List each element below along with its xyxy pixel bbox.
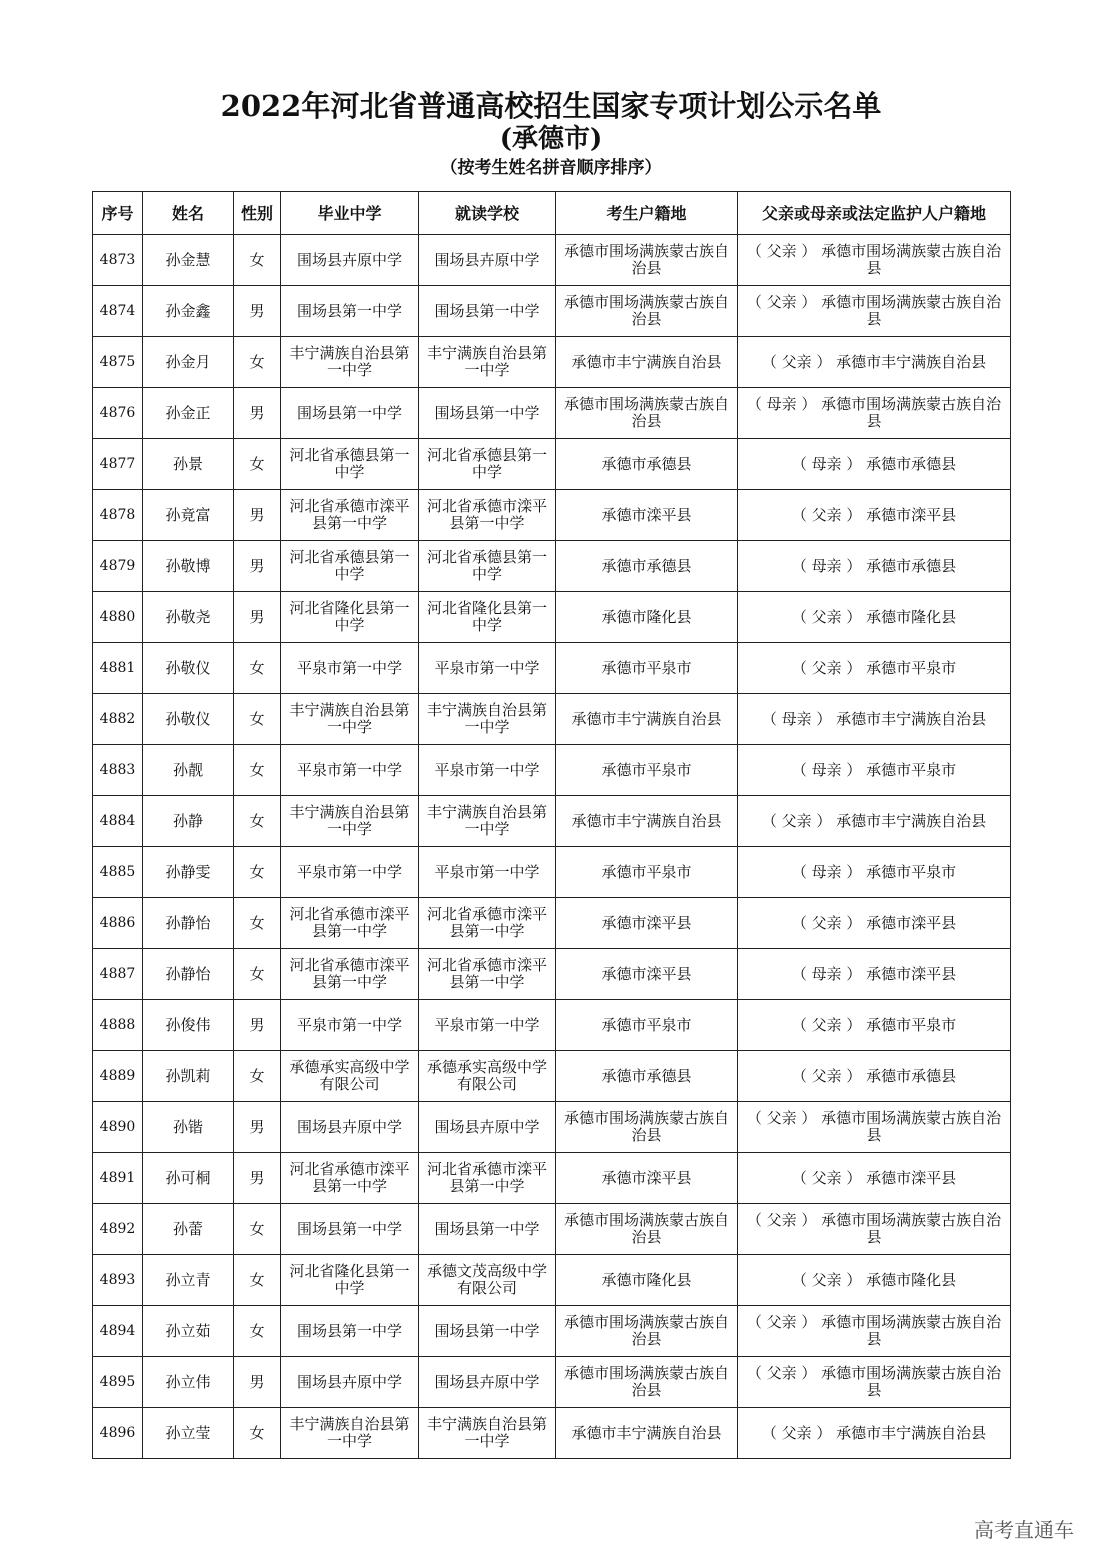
table-row [93, 1204, 1011, 1255]
table-row [93, 949, 1011, 1000]
table-body [93, 235, 1011, 1459]
table-row [93, 1306, 1011, 1357]
cell-guardian-residence: （ 父亲 ） 承德市平泉市 [738, 643, 1011, 694]
cell-graduation-school: 丰宁满族自治县第一中学 [281, 796, 419, 847]
cell-graduation-school: 围场县卉原中学 [281, 235, 419, 286]
cell-seq: 4876 [93, 388, 143, 439]
cell-seq: 4883 [93, 745, 143, 796]
cell-graduation-school: 围场县第一中学 [281, 1204, 419, 1255]
cell-name: 孙蕾 [143, 1204, 234, 1255]
cell-graduation-school: 河北省承德市滦平县第一中学 [281, 490, 419, 541]
cell-name: 孙敬尧 [143, 592, 234, 643]
cell-current-school: 平泉市第一中学 [419, 847, 556, 898]
cell-guardian-residence: （ 父亲 ） 承德市滦平县 [738, 898, 1011, 949]
cell-current-school: 围场县第一中学 [419, 388, 556, 439]
cell-graduation-school: 平泉市第一中学 [281, 745, 419, 796]
cell-graduation-school: 围场县卉原中学 [281, 1357, 419, 1408]
cell-seq: 4874 [93, 286, 143, 337]
page-title: 2022年河北省普通高校招生国家专项计划公示名单 [220, 89, 882, 123]
cell-student-residence: 承德市丰宁满族自治县 [556, 337, 738, 388]
table-row [93, 388, 1011, 439]
cell-current-school: 河北省承德县第一中学 [419, 439, 556, 490]
cell-gender: 男 [234, 1102, 281, 1153]
cell-seq: 4873 [93, 235, 143, 286]
cell-graduation-school: 河北省隆化县第一中学 [281, 592, 419, 643]
cell-graduation-school: 围场县第一中学 [281, 388, 419, 439]
cell-seq: 4896 [93, 1408, 143, 1459]
cell-gender: 女 [234, 847, 281, 898]
cell-current-school: 围场县卉原中学 [419, 1102, 556, 1153]
cell-current-school: 承德承实高级中学有限公司 [419, 1051, 556, 1102]
cell-name: 孙金正 [143, 388, 234, 439]
table-header [93, 192, 1011, 235]
cell-name: 孙立茹 [143, 1306, 234, 1357]
cell-current-school: 围场县卉原中学 [419, 1357, 556, 1408]
cell-graduation-school: 承德承实高级中学有限公司 [281, 1051, 419, 1102]
cell-seq: 4884 [93, 796, 143, 847]
table-row [93, 286, 1011, 337]
cell-graduation-school: 河北省承德县第一中学 [281, 439, 419, 490]
cell-name: 孙立青 [143, 1255, 234, 1306]
header-student-residence: 考生户籍地 [556, 192, 738, 235]
cell-student-residence: 承德市平泉市 [556, 847, 738, 898]
header-guardian-residence: 父亲或母亲或法定监护人户籍地 [738, 192, 1011, 235]
watermark: 高考直通车 [974, 1518, 1074, 1542]
cell-guardian-residence: （ 父亲 ） 承德市隆化县 [738, 592, 1011, 643]
table-row [93, 1153, 1011, 1204]
cell-student-residence: 承德市围场满族蒙古族自治县 [556, 1306, 738, 1357]
cell-name: 孙景 [143, 439, 234, 490]
cell-student-residence: 承德市围场满族蒙古族自治县 [556, 1102, 738, 1153]
cell-gender: 女 [234, 694, 281, 745]
cell-guardian-residence: （ 父亲 ） 承德市滦平县 [738, 1153, 1011, 1204]
cell-seq: 4880 [93, 592, 143, 643]
table-row [93, 1408, 1011, 1459]
cell-gender: 女 [234, 439, 281, 490]
table-row [93, 1255, 1011, 1306]
cell-name: 孙金鑫 [143, 286, 234, 337]
cell-name: 孙锴 [143, 1102, 234, 1153]
cell-current-school: 河北省隆化县第一中学 [419, 592, 556, 643]
cell-name: 孙立莹 [143, 1408, 234, 1459]
cell-current-school: 河北省承德县第一中学 [419, 541, 556, 592]
cell-guardian-residence: （ 父亲 ） 承德市丰宁满族自治县 [738, 337, 1011, 388]
cell-current-school: 丰宁满族自治县第一中学 [419, 694, 556, 745]
cell-seq: 4891 [93, 1153, 143, 1204]
cell-name: 孙立伟 [143, 1357, 234, 1408]
cell-current-school: 丰宁满族自治县第一中学 [419, 796, 556, 847]
cell-seq: 4888 [93, 1000, 143, 1051]
cell-graduation-school: 丰宁满族自治县第一中学 [281, 1408, 419, 1459]
cell-current-school: 丰宁满族自治县第一中学 [419, 1408, 556, 1459]
cell-gender: 女 [234, 796, 281, 847]
cell-seq: 4878 [93, 490, 143, 541]
header-seq: 序号 [93, 192, 143, 235]
cell-name: 孙金慧 [143, 235, 234, 286]
cell-name: 孙静 [143, 796, 234, 847]
cell-current-school: 围场县卉原中学 [419, 235, 556, 286]
cell-name: 孙静怡 [143, 949, 234, 1000]
cell-student-residence: 承德市围场满族蒙古族自治县 [556, 388, 738, 439]
cell-name: 孙俊伟 [143, 1000, 234, 1051]
cell-graduation-school: 平泉市第一中学 [281, 643, 419, 694]
header-current-school: 就读学校 [419, 192, 556, 235]
cell-gender: 女 [234, 898, 281, 949]
cell-student-residence: 承德市平泉市 [556, 745, 738, 796]
cell-student-residence: 承德市滦平县 [556, 490, 738, 541]
cell-guardian-residence: （ 父亲 ） 承德市平泉市 [738, 1000, 1011, 1051]
cell-graduation-school: 平泉市第一中学 [281, 847, 419, 898]
cell-graduation-school: 河北省承德市滦平县第一中学 [281, 898, 419, 949]
cell-seq: 4885 [93, 847, 143, 898]
cell-student-residence: 承德市丰宁满族自治县 [556, 796, 738, 847]
cell-current-school: 河北省承德市滦平县第一中学 [419, 490, 556, 541]
cell-guardian-residence: （ 母亲 ） 承德市承德县 [738, 439, 1011, 490]
cell-gender: 女 [234, 235, 281, 286]
cell-seq: 4877 [93, 439, 143, 490]
cell-name: 孙凯莉 [143, 1051, 234, 1102]
header-row [93, 192, 1011, 235]
cell-graduation-school: 河北省承德市滦平县第一中学 [281, 949, 419, 1000]
cell-gender: 男 [234, 286, 281, 337]
cell-name: 孙可桐 [143, 1153, 234, 1204]
cell-name: 孙金月 [143, 337, 234, 388]
cell-graduation-school: 围场县第一中学 [281, 286, 419, 337]
cell-guardian-residence: （ 父亲 ） 承德市滦平县 [738, 490, 1011, 541]
cell-guardian-residence: （ 父亲 ） 承德市围场满族蒙古族自治县 [738, 1102, 1011, 1153]
cell-gender: 男 [234, 388, 281, 439]
cell-current-school: 丰宁满族自治县第一中学 [419, 337, 556, 388]
table-row [93, 1000, 1011, 1051]
cell-student-residence: 承德市承德县 [556, 541, 738, 592]
cell-guardian-residence: （ 母亲 ） 承德市丰宁满族自治县 [738, 694, 1011, 745]
header-gender: 性别 [234, 192, 281, 235]
cell-graduation-school: 河北省承德县第一中学 [281, 541, 419, 592]
table-row [93, 1357, 1011, 1408]
cell-guardian-residence: （ 父亲 ） 承德市承德县 [738, 1051, 1011, 1102]
cell-student-residence: 承德市滦平县 [556, 949, 738, 1000]
cell-student-residence: 承德市平泉市 [556, 643, 738, 694]
roster-table [92, 191, 1011, 1459]
cell-current-school: 平泉市第一中学 [419, 1000, 556, 1051]
cell-current-school: 围场县第一中学 [419, 1306, 556, 1357]
cell-seq: 4895 [93, 1357, 143, 1408]
cell-current-school: 河北省承德市滦平县第一中学 [419, 1153, 556, 1204]
cell-gender: 女 [234, 1306, 281, 1357]
cell-student-residence: 承德市围场满族蒙古族自治县 [556, 1204, 738, 1255]
cell-seq: 4882 [93, 694, 143, 745]
table-row [93, 694, 1011, 745]
cell-gender: 男 [234, 1000, 281, 1051]
cell-gender: 女 [234, 1255, 281, 1306]
cell-student-residence: 承德市围场满族蒙古族自治县 [556, 1357, 738, 1408]
cell-student-residence: 承德市围场满族蒙古族自治县 [556, 235, 738, 286]
cell-gender: 女 [234, 1408, 281, 1459]
cell-name: 孙竟富 [143, 490, 234, 541]
cell-guardian-residence: （ 父亲 ） 承德市丰宁满族自治县 [738, 796, 1011, 847]
cell-guardian-residence: （ 母亲 ） 承德市滦平县 [738, 949, 1011, 1000]
table-row [93, 1102, 1011, 1153]
cell-guardian-residence: （ 父亲 ） 承德市围场满族蒙古族自治县 [738, 235, 1011, 286]
cell-gender: 男 [234, 541, 281, 592]
cell-guardian-residence: （ 母亲 ） 承德市平泉市 [738, 847, 1011, 898]
table-row [93, 847, 1011, 898]
cell-gender: 女 [234, 745, 281, 796]
cell-guardian-residence: （ 母亲 ） 承德市围场满族蒙古族自治县 [738, 388, 1011, 439]
cell-gender: 女 [234, 1051, 281, 1102]
cell-current-school: 围场县第一中学 [419, 1204, 556, 1255]
cell-guardian-residence: （ 父亲 ） 承德市围场满族蒙古族自治县 [738, 286, 1011, 337]
cell-name: 孙敬仪 [143, 694, 234, 745]
cell-name: 孙静雯 [143, 847, 234, 898]
table-row [93, 541, 1011, 592]
table-row [93, 643, 1011, 694]
cell-name: 孙静怡 [143, 898, 234, 949]
cell-gender: 男 [234, 1357, 281, 1408]
cell-seq: 4887 [93, 949, 143, 1000]
cell-name: 孙靓 [143, 745, 234, 796]
table-row [93, 439, 1011, 490]
cell-guardian-residence: （ 父亲 ） 承德市围场满族蒙古族自治县 [738, 1204, 1011, 1255]
cell-current-school: 平泉市第一中学 [419, 643, 556, 694]
table-row [93, 898, 1011, 949]
cell-name: 孙敬博 [143, 541, 234, 592]
table-row [93, 745, 1011, 796]
cell-gender: 男 [234, 592, 281, 643]
cell-gender: 女 [234, 643, 281, 694]
cell-guardian-residence: （ 父亲 ） 承德市隆化县 [738, 1255, 1011, 1306]
cell-graduation-school: 围场县卉原中学 [281, 1102, 419, 1153]
cell-gender: 女 [234, 1204, 281, 1255]
cell-gender: 男 [234, 490, 281, 541]
cell-seq: 4893 [93, 1255, 143, 1306]
cell-current-school: 围场县第一中学 [419, 286, 556, 337]
cell-graduation-school: 丰宁满族自治县第一中学 [281, 337, 419, 388]
cell-student-residence: 承德市滦平县 [556, 898, 738, 949]
cell-current-school: 河北省承德市滦平县第一中学 [419, 898, 556, 949]
cell-guardian-residence: （ 父亲 ） 承德市围场满族蒙古族自治县 [738, 1357, 1011, 1408]
cell-guardian-residence: （ 父亲 ） 承德市围场满族蒙古族自治县 [738, 1306, 1011, 1357]
cell-student-residence: 承德市隆化县 [556, 592, 738, 643]
cell-guardian-residence: （ 父亲 ） 承德市丰宁满族自治县 [738, 1408, 1011, 1459]
cell-seq: 4875 [93, 337, 143, 388]
cell-guardian-residence: （ 母亲 ） 承德市承德县 [738, 541, 1011, 592]
table-row [93, 796, 1011, 847]
cell-current-school: 河北省承德市滦平县第一中学 [419, 949, 556, 1000]
cell-student-residence: 承德市丰宁满族自治县 [556, 1408, 738, 1459]
cell-graduation-school: 平泉市第一中学 [281, 1000, 419, 1051]
cell-guardian-residence: （ 母亲 ） 承德市平泉市 [738, 745, 1011, 796]
cell-graduation-school: 丰宁满族自治县第一中学 [281, 694, 419, 745]
cell-seq: 4879 [93, 541, 143, 592]
table-row [93, 1051, 1011, 1102]
cell-gender: 男 [234, 1153, 281, 1204]
header-name: 姓名 [143, 192, 234, 235]
cell-seq: 4892 [93, 1204, 143, 1255]
cell-current-school: 平泉市第一中学 [419, 745, 556, 796]
cell-name: 孙敬仪 [143, 643, 234, 694]
city-subtitle: (承德市) [499, 124, 603, 154]
cell-student-residence: 承德市围场满族蒙古族自治县 [556, 286, 738, 337]
cell-student-residence: 承德市隆化县 [556, 1255, 738, 1306]
table-row [93, 490, 1011, 541]
cell-student-residence: 承德市滦平县 [556, 1153, 738, 1204]
cell-graduation-school: 围场县第一中学 [281, 1306, 419, 1357]
cell-student-residence: 承德市平泉市 [556, 1000, 738, 1051]
table-row [93, 337, 1011, 388]
cell-seq: 4886 [93, 898, 143, 949]
header-graduation-school: 毕业中学 [281, 192, 419, 235]
cell-gender: 女 [234, 949, 281, 1000]
cell-seq: 4889 [93, 1051, 143, 1102]
cell-seq: 4890 [93, 1102, 143, 1153]
cell-current-school: 承德文茂高级中学有限公司 [419, 1255, 556, 1306]
table-row [93, 235, 1011, 286]
cell-graduation-school: 河北省隆化县第一中学 [281, 1255, 419, 1306]
cell-student-residence: 承德市丰宁满族自治县 [556, 694, 738, 745]
cell-seq: 4881 [93, 643, 143, 694]
cell-seq: 4894 [93, 1306, 143, 1357]
cell-student-residence: 承德市承德县 [556, 1051, 738, 1102]
cell-gender: 女 [234, 337, 281, 388]
cell-graduation-school: 河北省承德市滦平县第一中学 [281, 1153, 419, 1204]
table-row [93, 592, 1011, 643]
cell-student-residence: 承德市承德县 [556, 439, 738, 490]
sort-note: （按考生姓名拼音顺序排序） [440, 158, 662, 178]
